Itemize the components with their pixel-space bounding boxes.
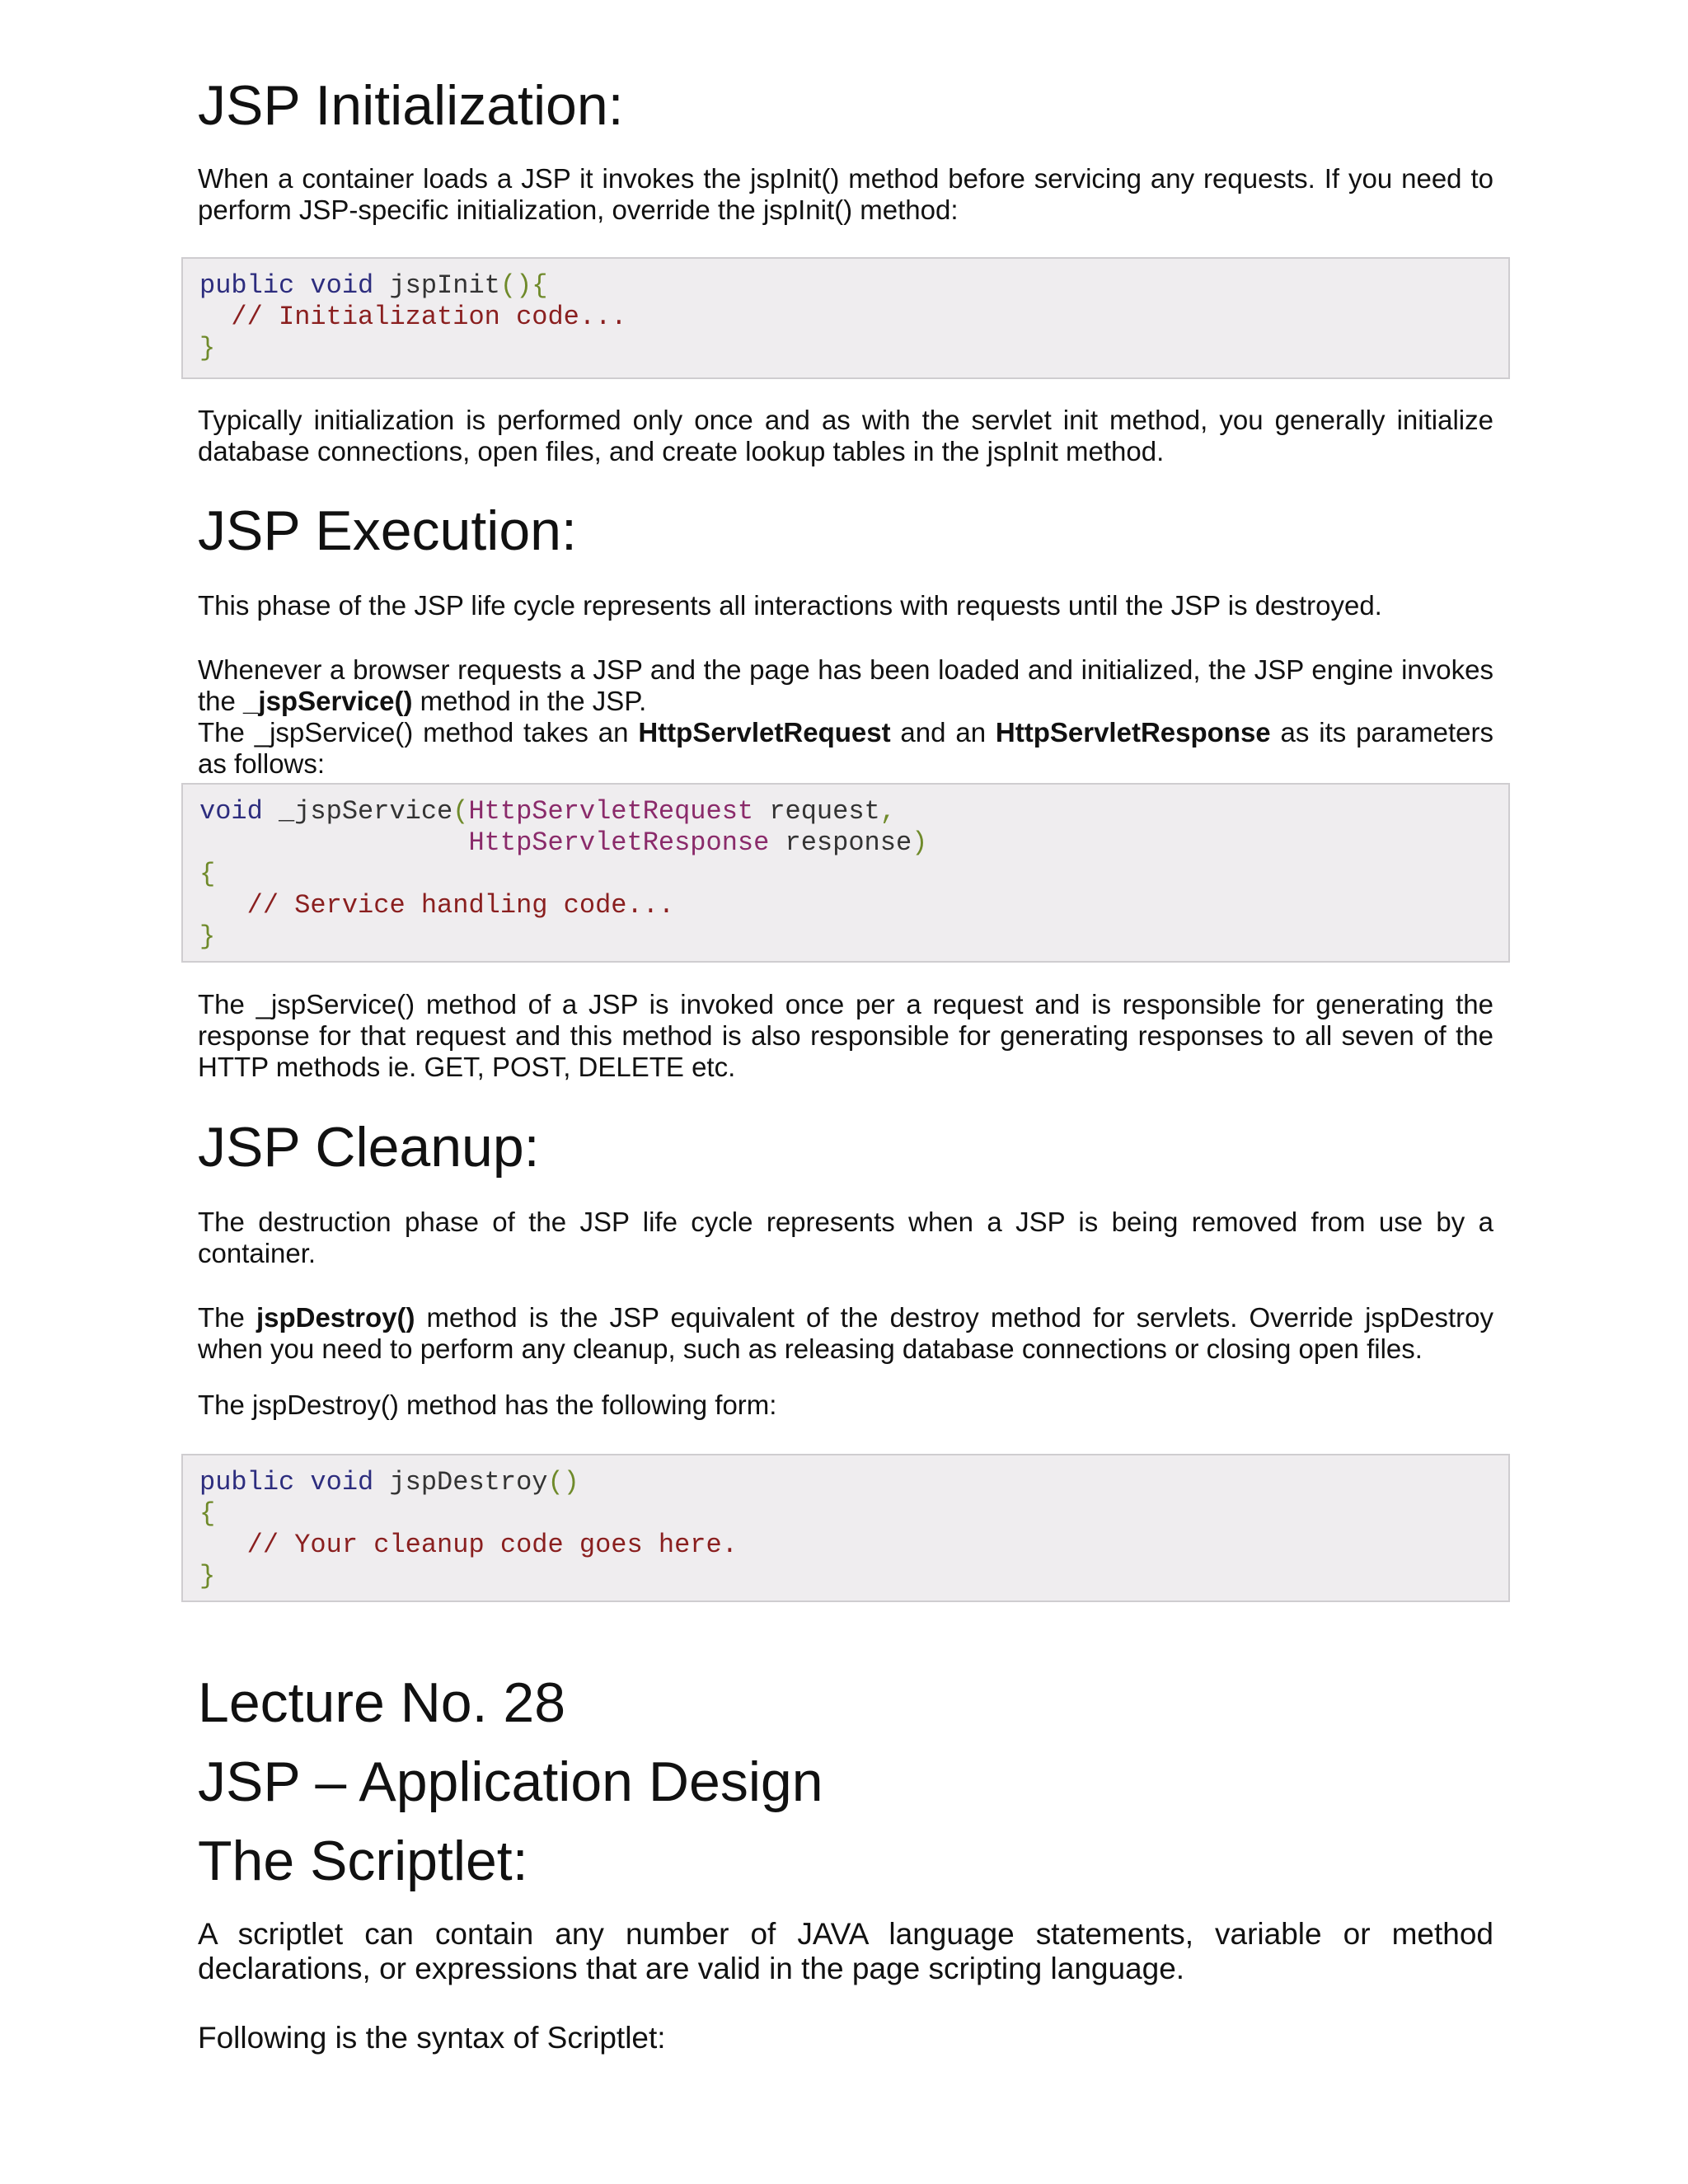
code-method-name: jspDestroy: [373, 1467, 548, 1497]
paragraph-init-detail: Typically initialization is performed only once and as with the servlet init method, you generally initialize database connections, open files, and create lookup tables in the jspInit method.: [198, 405, 1493, 466]
code-method-name: _jspService: [262, 796, 453, 827]
heading-jsp-execution: JSP Execution:: [198, 499, 577, 562]
code-punct: ,: [879, 796, 896, 827]
paragraph-cleanup-intro: The destruction phase of the JSP life cycle represents when a JSP is being removed from use by a container.: [198, 1207, 1493, 1268]
paragraph-scriptlet-syntax: Following is the syntax of Scriptlet:: [198, 2021, 666, 2055]
code-indent: [199, 827, 468, 858]
paragraph-execution-invoke: [198, 654, 1493, 780]
text-run: The _jspService() method takes an: [198, 717, 639, 748]
paragraph-cleanup-form: The jspDestroy() method has the following form:: [198, 1390, 777, 1420]
heading-jsp-initialization: JSP Initialization:: [198, 74, 624, 137]
text-run: and an: [890, 717, 996, 748]
lecture-title: Lecture No. 28: [198, 1671, 566, 1734]
code-block-jspinit: [181, 257, 1510, 379]
lecture-subtitle: JSP – Application Design: [198, 1750, 823, 1813]
code-brace: }: [199, 1561, 216, 1591]
text-run: The: [198, 1302, 256, 1333]
code-keyword: void: [199, 796, 263, 827]
code-variable: response: [769, 827, 912, 858]
text-bold-request: HttpServletRequest: [638, 717, 891, 748]
code-comment: // Service handling code...: [199, 890, 675, 921]
paragraph-execution-intro: This phase of the JSP life cycle represents all interactions with requests until the JSP is destroyed.: [198, 590, 1382, 621]
code-brace: }: [199, 921, 216, 952]
code-type: HttpServletResponse: [468, 827, 770, 858]
code-keyword: public void: [199, 1467, 374, 1497]
code-keyword: public void: [199, 270, 374, 301]
code-punct: ): [912, 827, 928, 858]
code-block-jspdestroy: [181, 1454, 1510, 1602]
heading-jsp-cleanup: JSP Cleanup:: [198, 1116, 540, 1179]
code-brace: }: [199, 333, 216, 363]
text-bold-jspservice: _jspService(): [243, 686, 413, 716]
text-bold-response: HttpServletResponse: [995, 717, 1271, 748]
text-run: as its parameters as follows:: [198, 717, 1493, 779]
paragraph-cleanup-jspdestroy: [198, 1302, 1493, 1365]
code-comment: // Initialization code...: [199, 302, 627, 332]
code-variable: request: [753, 796, 880, 827]
code-type: HttpServletRequest: [468, 796, 754, 827]
code-punct: (): [547, 1467, 579, 1497]
text-run: Whenever a browser requests a JSP and the page has been loaded and initialized, the JSP engine invokes the: [198, 654, 1493, 716]
text-run: method in the JSP.: [412, 686, 647, 716]
code-punct: (){: [499, 270, 548, 301]
text-run: method is the JSP equivalent of the destroy method for servlets. Override jspDestroy when you need to perform any cleanup, such as releasing database connections or closing open files.: [198, 1302, 1493, 1364]
code-method-name: jspInit: [373, 270, 500, 301]
heading-the-scriptlet: The Scriptlet:: [198, 1830, 528, 1892]
code-block-jspservice: [181, 783, 1510, 963]
code-brace: {: [199, 859, 216, 889]
code-punct: (: [452, 796, 469, 827]
paragraph-execution-detail: The _jspService() method of a JSP is invoked once per a request and is responsible for generating the response for that request and this method is also responsible for generating responses to all seven of the HTTP methods ie. GET, POST, DELETE etc.: [198, 989, 1493, 1082]
paragraph-init-intro: When a container loads a JSP it invokes the jspInit() method before servicing any requests. If you need to perform JSP-specific initialization, override the jspInit() method:: [198, 163, 1493, 225]
code-brace: {: [199, 1498, 216, 1529]
paragraph-scriptlet-intro: A scriptlet can contain any number of JAVA language statements, variable or method declarations, or expressions that are valid in the page scripting language.: [198, 1917, 1493, 1985]
text-bold-jspdestroy: jspDestroy(): [256, 1302, 415, 1333]
code-comment: // Your cleanup code goes here.: [199, 1530, 738, 1560]
